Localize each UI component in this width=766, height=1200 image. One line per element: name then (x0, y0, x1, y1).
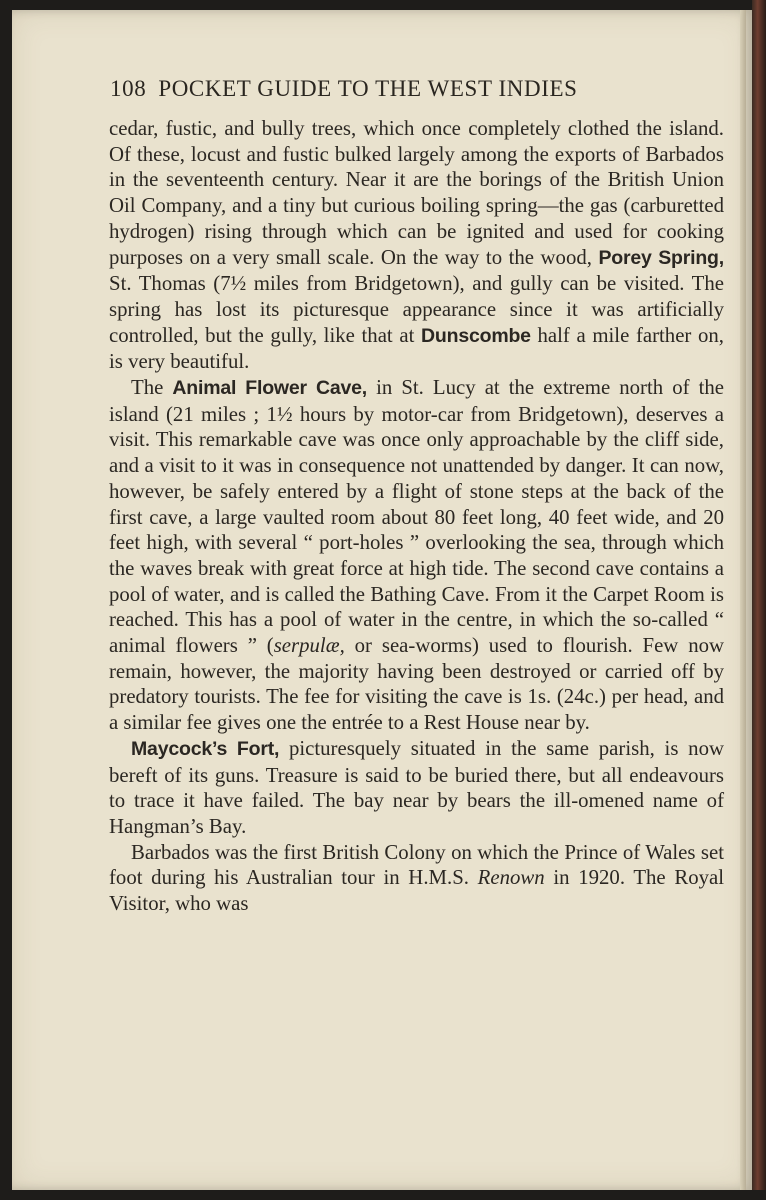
text-run: or sea-worms) used to flourish. Few now remain, however, the majority having been destroyed or carried off by predatory tourists. The fee for visiting the cave is 1s. (24c.) per head, and a similar fee gives one the entrée to a Rest House near by. (109, 634, 725, 735)
running-title: POCKET GUIDE TO THE WEST INDIES (158, 76, 578, 101)
text-run: The (131, 376, 173, 400)
text-run: Barbados was the first British Colony on which the Prince of Wales set foot during his Australian tour in H.M.S. (109, 840, 724, 890)
body-text (109, 116, 724, 917)
place-maycocks-fort: Maycock’s Fort, (131, 737, 280, 760)
paragraph-royal-visit (109, 840, 724, 917)
book-page (12, 10, 752, 1190)
page-edge-shadow (740, 10, 746, 1190)
text-run: St. Thomas (7½ miles from Bridgetown), and gully can be visited. The spring has lost its picturesque appearance since it was artificially controlled, but the gully, like that at (109, 272, 724, 347)
running-head (110, 76, 725, 102)
paragraph-wood-and-spring (109, 116, 724, 375)
text-run: in 1920. The Royal Visitor, who was (109, 866, 725, 916)
text-run: in St. Lucy at the extreme north of the island (21 miles ; 1½ hours by motor-car from Bridgetown), deserves a visit. This remarkable cave was once only approachable by the cliff side, and a visit to it was in consequence not unattended by danger. It can now, however, be safely entered by a flight of stone steps at the back of the first cave, a large vaulted room about 80 feet long, 40 feet wide, and 20 feet high, with several “ port-holes ” overlooking the sea, through which the waves break with great force at high tide. The second cave contains a pool of water, and is called the Bathing Cave. From it the Carpet Room is reached. This has a pool of water in the centre, in which the so-called “ animal flowers ” ( (109, 376, 724, 658)
paragraph-maycocks-fort (109, 736, 724, 840)
italic-renown: Renown (477, 866, 545, 890)
place-porey-spring: Porey Spring, (598, 246, 724, 269)
italic-serpulae: serpulæ, (273, 634, 345, 658)
text-run: cedar, fustic, and bully trees, which once completely clothed the island. Of these, locust and fustic bulked largely among the exports of Barbados in the seventeenth century. Near it are the borings of the British Union Oil Company, and a tiny but curious boiling spring—the gas (carburetted hydrogen) rising through which can be ignited and used for cooking purposes on a very small scale. On the way to the wood, (109, 117, 724, 269)
text-run: picturesquely situated in the same parish, is now bereft of its guns. Treasure is said to be buried there, but all endeavours to trace it have failed. The bay near by bears the ill-omened name of Hangman’s Bay. (109, 736, 724, 838)
place-animal-flower-cave: Animal Flower Cave, (172, 377, 368, 400)
place-dunscombe: Dunscombe (421, 324, 531, 347)
paragraph-animal-flower-cave (109, 375, 724, 736)
book-cover-edge (752, 0, 766, 1190)
page-number: 108 (110, 76, 147, 101)
text-run: half a mile farther on, is very beautiful. (109, 323, 725, 374)
